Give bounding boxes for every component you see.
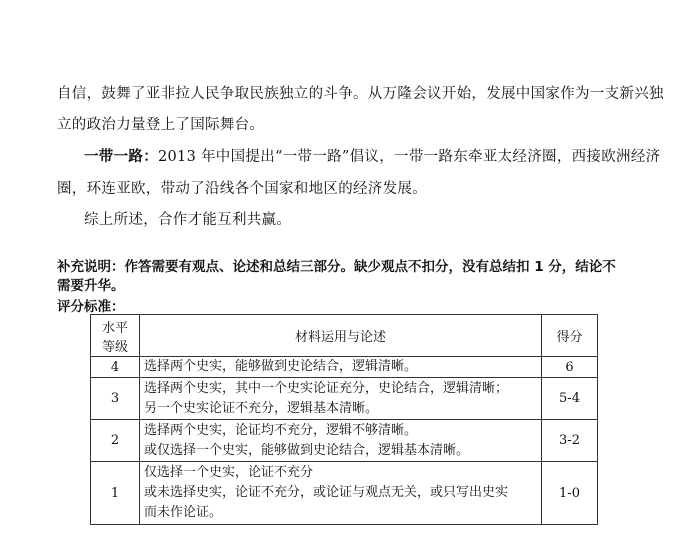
belt-road-text: 2013 年中国提出“一带一路”倡议，一带一路东牵亚太经济圈，西接欧洲经济 [158,149,661,165]
header-score: 得分 [542,315,598,357]
paragraph-line: 立的政治力量登上了国际舞台。 [57,117,265,133]
supplementary-note-line2: 需要升华。 [57,278,125,294]
description-cell: 选择两个史实，能够做到史论结合，逻辑清晰。 [140,357,542,378]
paragraph-line: 圈，环连亚欧，带动了沿线各个国家和地区的经济发展。 [57,181,427,197]
score-cell: 6 [542,357,598,378]
table-header-row [91,315,598,357]
description-cell: 仅选择一个史实，论证不充分 或未选择史实，论证不充分，或论证与观点无关，或只写出史实 而未作论证。 [140,462,542,525]
belt-road-paragraph [84,145,660,166]
criteria-title: 评分标准： [57,299,125,315]
score-cell: 1-0 [542,462,598,525]
score-cell: 5-4 [542,378,598,420]
description-cell: 选择两个史实，论证均不充分，逻辑不够清晰。 或仅选择一个史实，能够做到史论结合，逻辑基本清晰。 [140,420,542,462]
level-cell: 2 [91,420,140,462]
conclusion-paragraph: 综上所述，合作才能互利共赢。 [84,212,292,228]
header-description: 材料运用与论述 [140,315,542,357]
table-row [91,462,598,525]
belt-road-label: 一带一路： [84,149,158,165]
grading-table [90,314,598,525]
header-level: 水平 等级 [91,315,140,357]
supplementary-note-line1: 补充说明：作答需要有观点、论述和总结三部分。缺少观点不扣分，没有总结扣 1 分，结论不 [57,259,616,275]
table-row [91,378,598,420]
score-cell: 3-2 [542,420,598,462]
table-row [91,357,598,378]
level-cell: 4 [91,357,140,378]
table-row [91,420,598,462]
level-cell: 1 [91,462,140,525]
level-cell: 3 [91,378,140,420]
description-cell: 选择两个史实，其中一个史实论证充分，史论结合，逻辑清晰； 另一个史实论证不充分，逻辑基本清晰。 [140,378,542,420]
paragraph-line: 自信，鼓舞了亚非拉人民争取民族独立的斗争。从万隆会议开始，发展中国家作为一支新兴独 [57,86,664,102]
